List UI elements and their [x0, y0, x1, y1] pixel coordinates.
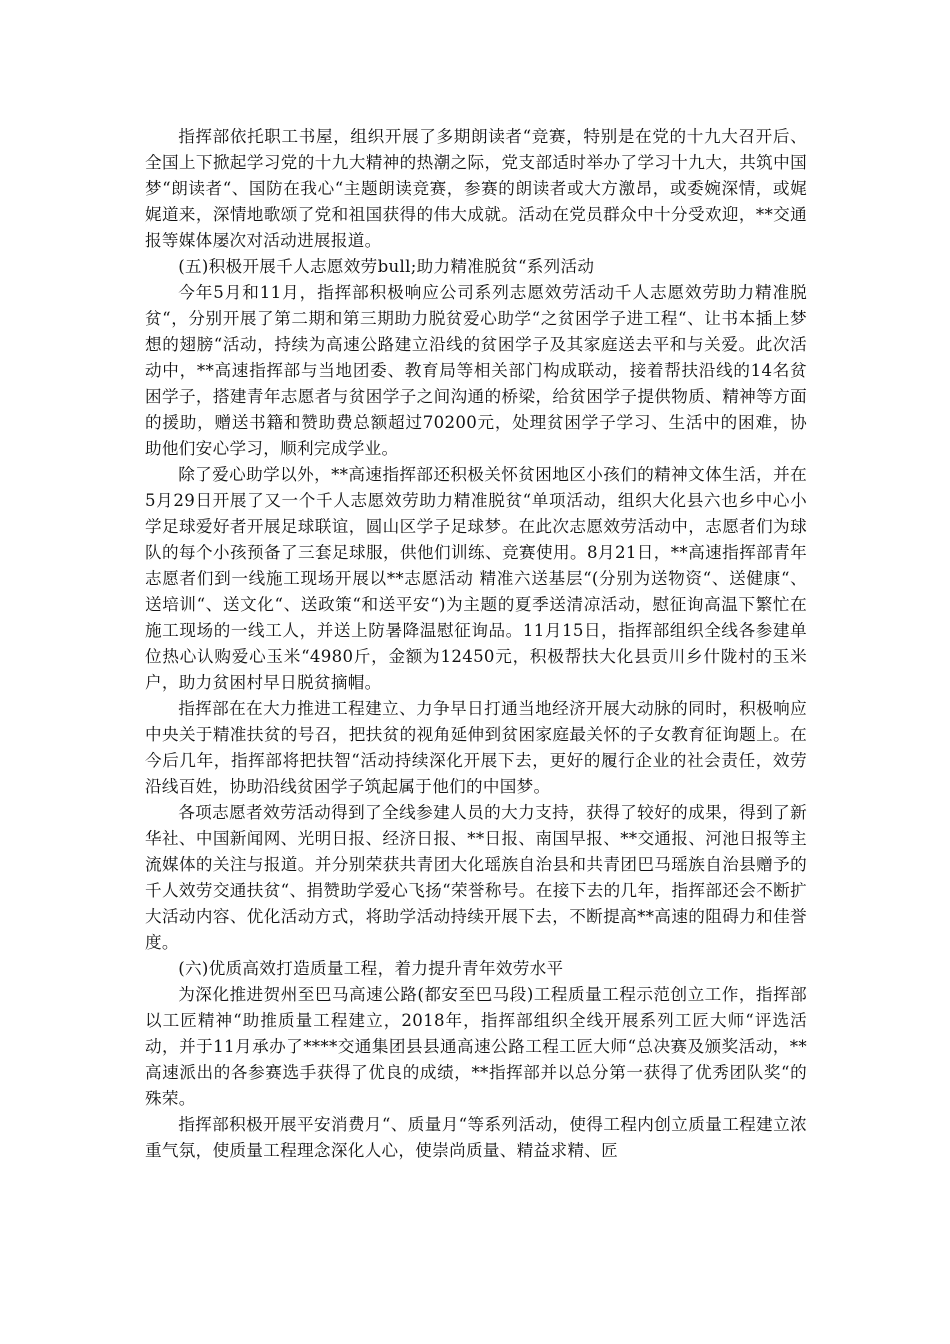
paragraph-media-coverage: 各项志愿者效劳活动得到了全线参建人员的大力支持，获得了较好的成果，得到了新华社、中国新闻网、光明日报、经济日报、**日报、南国早报、**交通报、河池日报等主流媒体的关注与报道。并分别荣获共青团大化瑶族自治县和共青团巴马瑶族自治县赠予的千人效劳交通扶贫“、捐赞助学爱心飞扬“荣誉称号。在接下去的几年，指挥部还会不断扩大活动内容、优化活动方式，将助学活动持续开展下去，不断提高**高速的阻碍力和佳誉度。 [145, 803, 807, 952]
section-heading-volunteer-service: (五)积极开展千人志愿效劳bull;助力精准脱贫“系列活动 [178, 257, 595, 276]
document-body [145, 124, 807, 1164]
paragraph-education-aid: 今年5月和11月，指挥部积极响应公司系列志愿效劳活动千人志愿效劳助力精准脱贫“，分别开展了第二期和第三期助力脱贫爱心助学“之贫困学子进工程“、让书本插上梦想的翅膀“活动，持续为高速公路建立沿线的贫困学子及其家庭送去平和与关爱。此次活动中，**高速指挥部与当地团委、教育局等相关部门构成联动，接着帮扶沿线的14名贫困学子，搭建青年志愿者与贫困学子之间沟通的桥梁，给贫困学子提供物质、精神等方面的援助，赠送书籍和赞助费总额超过70200元，处理贫困学子学习、生活中的困难，协助他们安心学习，顺利完成学业。 [145, 283, 807, 458]
section-heading-quality-engineering: (六)优质高效打造质量工程，着力提升青年效劳水平 [178, 959, 564, 978]
paragraph-reading-contest: 指挥部依托职工书屋，组织开展了多期朗读者“竞赛，特别是在党的十九大召开后、全国上下掀起学习党的十九大精神的热潮之际，党支部适时举办了学习十九大，共筑中国梦“朗读者“、国防在我心“主题朗读竞赛，参赛的朗读者或大方激昂，或委婉深情，或娓娓道来，深情地歌颂了党和祖国获得的伟大成就。活动在党员群众中十分受欢迎，**交通报等媒体屡次对活动进展报道。 [145, 127, 807, 250]
paragraph-safety-quality-month: 指挥部积极开展平安消费月“、质量月“等系列活动，使得工程内创立质量工程建立浓重气氛，使质量工程理念深化人心，使崇尚质量、精益求精、匠 [145, 1115, 807, 1160]
paragraph-poverty-alleviation: 指挥部在在大力推进工程建立、力争早日打通当地经济开展大动脉的同时，积极响应中央关于精准扶贫的号召，把扶贫的视角延伸到贫困家庭最关怀的子女教育征询题上。在今后几年，指挥部将把扶智“活动持续深化开展下去，更好的履行企业的社会责任，效劳沿线百姓，协助沿线贫困学子筑起属于他们的中国梦。 [145, 699, 807, 796]
paragraph-craftsman-contest: 为深化推进贺州至巴马高速公路(都安至巴马段)工程质量工程示范创立工作，指挥部以工匠精神“助推质量工程建立，2018年，指挥部组织全线开展系列工匠大师“评选活动，并于11月承办了****交通集团县县通高速公路工程工匠大师“总决赛及颁奖活动，**高速派出的各参赛选手获得了优良的成绩，**指挥部并以总分第一获得了优秀团队奖“的殊荣。 [145, 985, 807, 1108]
paragraph-football-and-summer-activities: 除了爱心助学以外，**高速指挥部还积极关怀贫困地区小孩们的精神文体生活，并在5月29日开展了又一个千人志愿效劳助力精准脱贫“单项活动，组织大化县六也乡中心小学足球爱好者开展足球联谊，圆山区学子足球梦。在此次志愿效劳活动中，志愿者们为球队的每个小孩预备了三套足球服，供他们训练、竞赛使用。8月21日，**高速指挥部青年志愿者们到一线施工现场开展以**志愿活动 精准六送基层“(分别为送物资“、送健康“、送培训“、送文化“、送政策“和送平安“)为主题的夏季送清凉活动，慰征询高温下繁忙在施工现场的一线工人，并送上防暑降温慰征询品。11月15日，指挥部组织全线各参建单位热心认购爱心玉米“4980斤，金额为12450元，积极帮扶大化县贡川乡什陇村的玉米户，助力贫困村早日脱贫摘帽。 [145, 465, 807, 692]
